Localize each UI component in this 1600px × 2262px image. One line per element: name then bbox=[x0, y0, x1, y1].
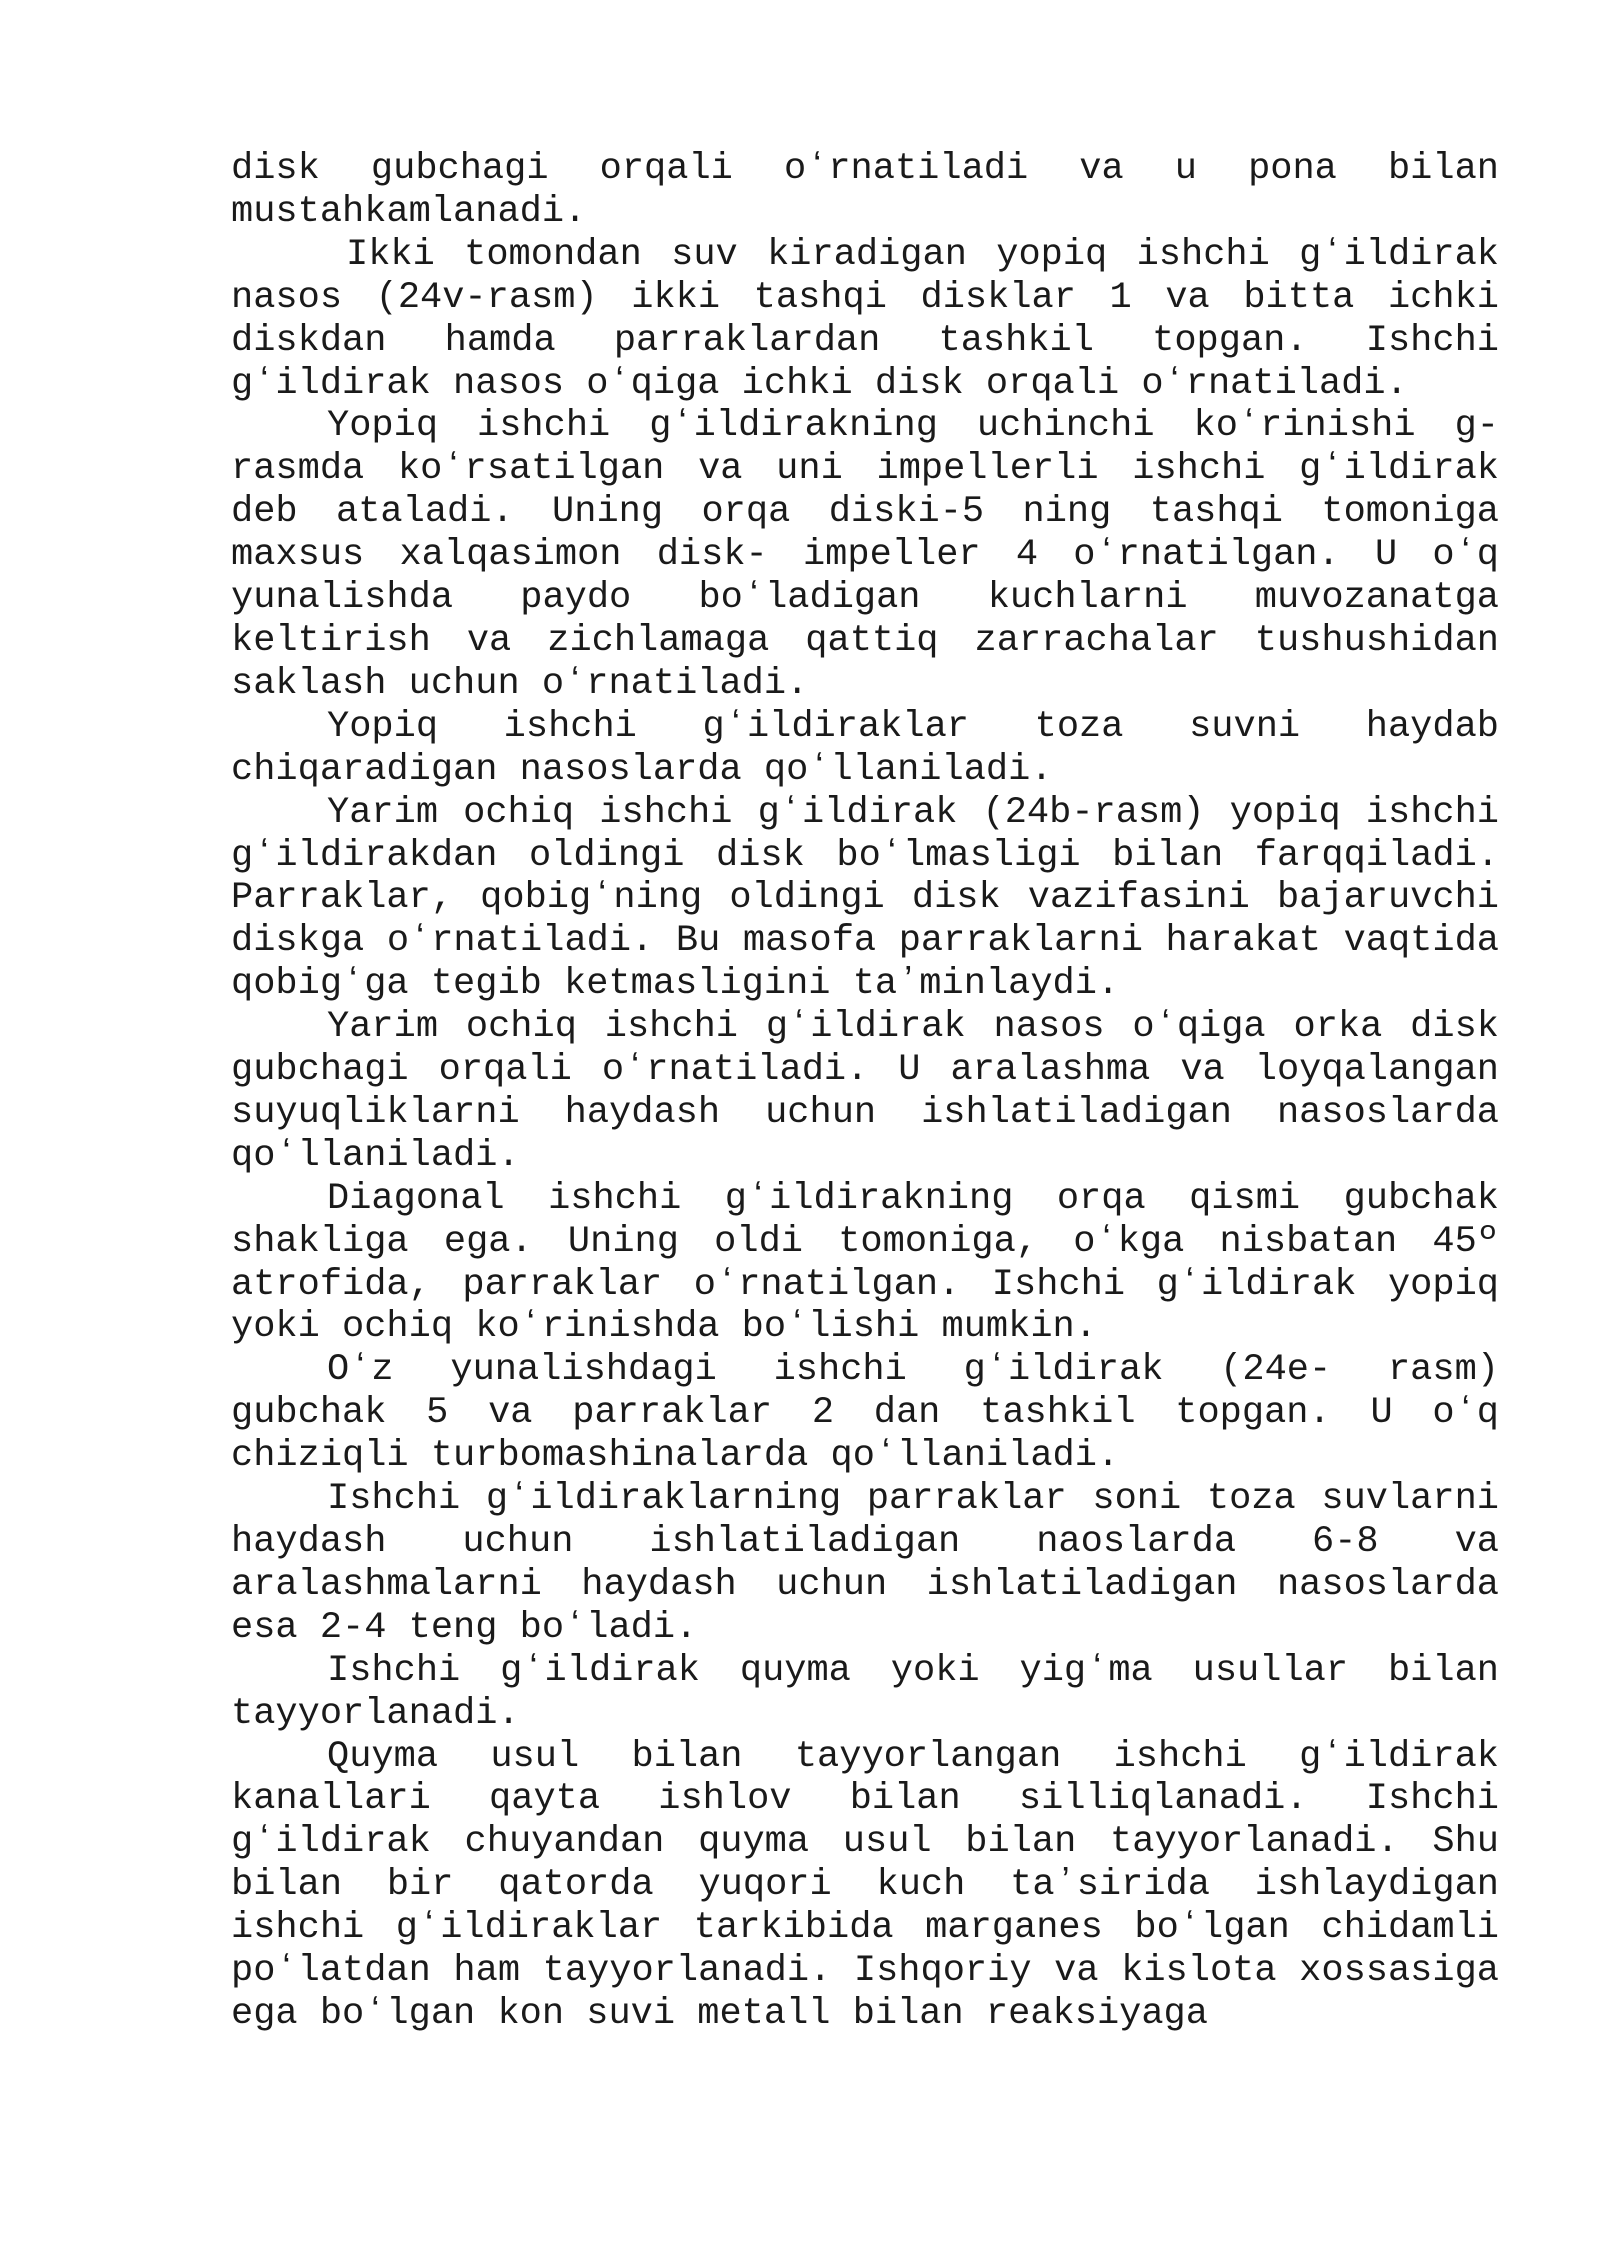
paragraph-3: Yopiq ishchi gʻildirakning uchinchi koʻrinishi g-rasmda koʻrsatilgan va uni impellerli ishchi gʻildirak deb ataladi. Uning orqa diski-5 ning tashqi tomoniga maxsus xalqasimon disk- impeller 4 oʻrnatilgan. U oʻq yunalishda paydo boʻladigan kuchlarni muvozanatga keltirish va zichlamaga qattiq zarrachalar tushushidan saklash uchun oʻrnatiladi. bbox=[231, 405, 1499, 705]
document-page bbox=[231, 148, 1499, 2036]
paragraph-6: Yarim ochiq ishchi gʻildirak nasos oʻqiga orka disk gubchagi orqali oʻrnatiladi. U aralashma va loyqalangan suyuqliklarni haydash uchun ishlatiladigan nasoslarda qoʻllaniladi. bbox=[231, 1006, 1499, 1177]
paragraph-5: Yarim ochiq ishchi gʻildirak (24b-rasm) yopiq ishchi gʻildirakdan oldingi disk boʻlmasligi bilan farqqiladi. Parraklar, qobigʻning oldingi disk vazifasini bajaruvchi diskga oʻrnatiladi. Bu masofa parraklarni harakat vaqtida qobigʻga tegib ketmasligini taʼminlaydi. bbox=[231, 791, 1499, 1006]
paragraph-1: disk gubchagi orqali oʻrnatiladi va u pona bilan mustahkamlanadi. bbox=[231, 148, 1499, 233]
paragraph-9: Ishchi gʻildiraklarning parraklar soni toza suvlarni haydash uchun ishlatiladigan naoslarda 6-8 va aralashmalarni haydash uchun ishlatiladigan nasoslarda esa 2-4 teng boʻladi. bbox=[231, 1478, 1499, 1649]
paragraph-8: Oʻz yunalishdagi ishchi gʻildirak (24e- rasm) gubchak 5 va parraklar 2 dan tashkil topgan. U oʻq chiziqli turbomashinalarda qoʻllaniladi. bbox=[231, 1349, 1499, 1478]
paragraph-11: Quyma usul bilan tayyorlangan ishchi gʻildirak kanallari qayta ishlov bilan silliqlanadi. Ishchi gʻildirak chuyandan quyma usul bilan tayyorlanadi. Shu bilan bir qatorda yuqori kuch taʼsirida ishlaydigan ishchi gʻildiraklar tarkibida marganes boʻlgan chidamli poʻlatdan ham tayyorlanadi. Ishqoriy va kislota xossasiga ega boʻlgan kon suvi metall bilan reaksiyaga bbox=[231, 1735, 1499, 2035]
paragraph-10: Ishchi gʻildirak quyma yoki yigʻma usullar bilan tayyorlanadi. bbox=[231, 1649, 1499, 1735]
paragraph-2: Ikki tomondan suv kiradigan yopiq ishchi gʻildirak nasos (24v-rasm) ikki tashqi disklar 1 va bitta ichki diskdan hamda parraklardan tashkil topgan. Ishchi gʻildirak nasos oʻqiga ichki disk orqali oʻrnatiladi. bbox=[231, 233, 1499, 405]
paragraph-7: Diagonal ishchi gʻildirakning orqa qismi gubchak shakliga ega. Uning oldi tomoniga, oʻkga nisbatan 45º atrofida, parraklar oʻrnatilgan. Ishchi gʻildirak yopiq yoki ochiq koʻrinishda boʻlishi mumkin. bbox=[231, 1177, 1499, 1349]
paragraph-4: Yopiq ishchi gʻildiraklar toza suvni haydab chiqaradigan nasoslarda qoʻllaniladi. bbox=[231, 705, 1499, 791]
